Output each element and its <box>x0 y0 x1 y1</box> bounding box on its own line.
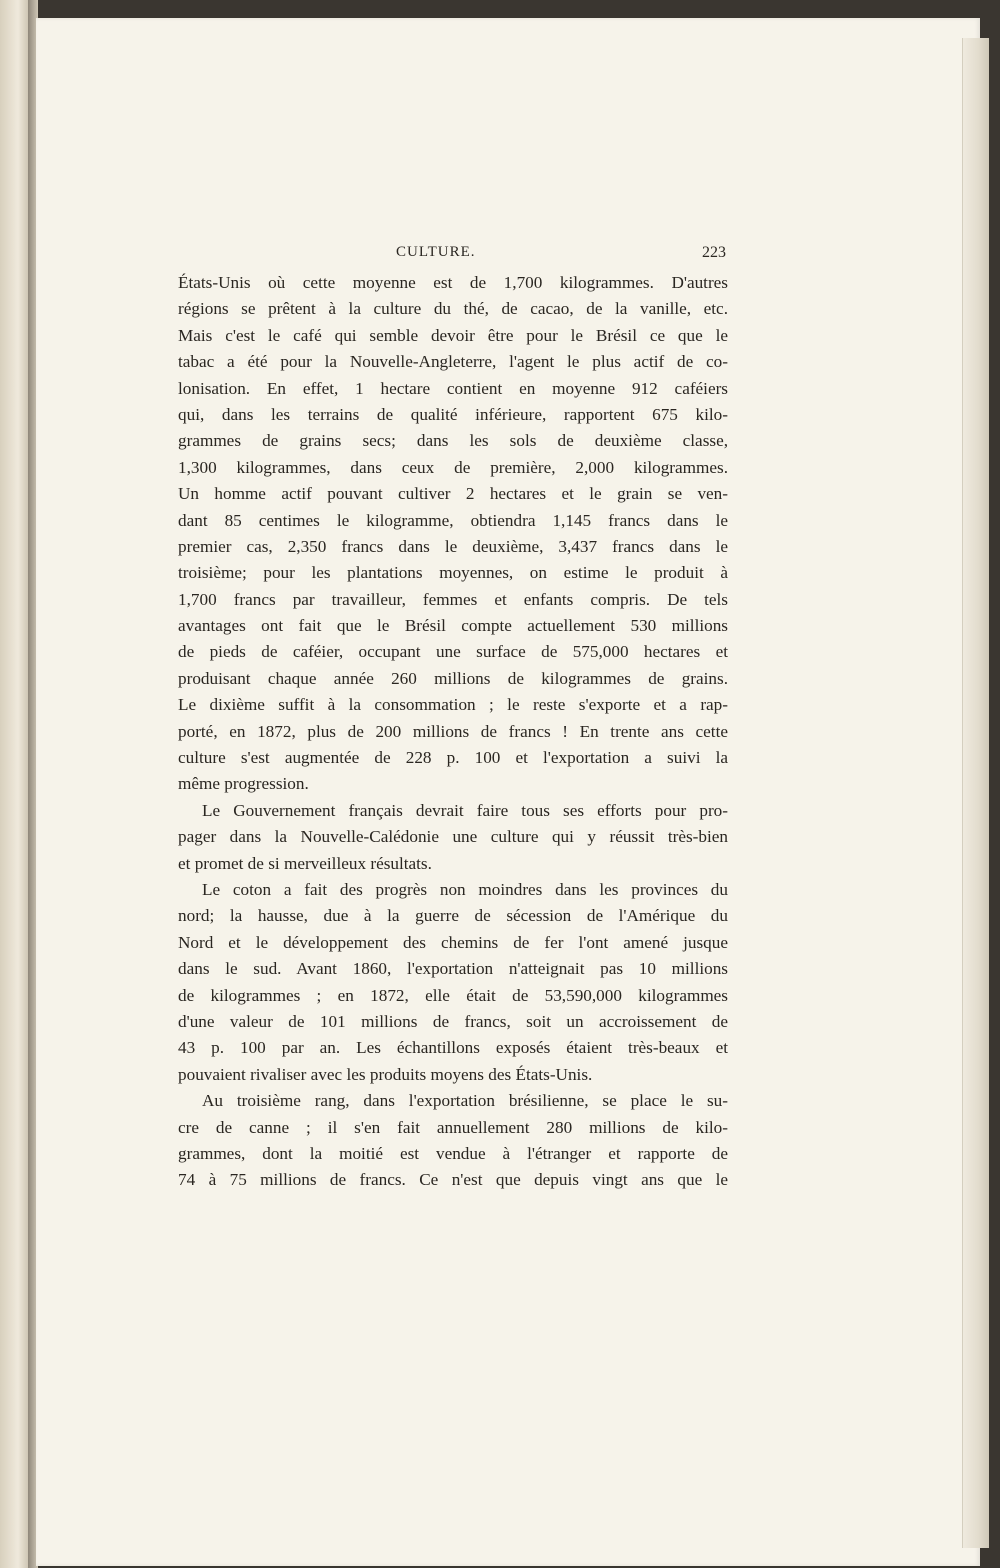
text-line: tabac a été pour la Nouvelle-Angleterre, l'agent le plus actif de co- <box>178 352 728 372</box>
text-line: 1,700 francs par travailleur, femmes et enfants compris. De tels <box>178 589 728 609</box>
left-page-edge <box>0 0 30 1568</box>
text-line: produisant chaque année 260 millions de kilogrammes de grains. <box>178 668 728 688</box>
text-line: nord; la hausse, due à la guerre de sécession de l'Amérique du <box>178 906 728 926</box>
right-page-edge <box>962 38 989 1548</box>
page-header <box>178 240 728 270</box>
text-line: Un homme actif pouvant cultiver 2 hectares et le grain se ven- <box>178 484 728 504</box>
text-line: qui, dans les terrains de qualité inférieure, rapportent 675 kilo- <box>178 404 728 424</box>
text-line: avantages ont fait que le Brésil compte actuellement 530 millions <box>178 616 728 636</box>
text-line: de pieds de caféier, occupant une surface de 575,000 hectares et <box>178 642 728 662</box>
text-line: dans le sud. Avant 1860, l'exportation n'atteignait pas 10 millions <box>178 959 728 979</box>
text-line: troisième; pour les plantations moyennes, on estime le produit à <box>178 563 728 583</box>
page-number: 223 <box>702 244 726 261</box>
text-line: dant 85 centimes le kilogramme, obtiendra 1,145 francs dans le <box>178 510 728 530</box>
text-line: cre de canne ; il s'en fait annuellement 280 millions de kilo- <box>178 1117 728 1137</box>
text-line: premier cas, 2,350 francs dans le deuxième, 3,437 francs dans le <box>178 536 728 556</box>
text-line: Mais c'est le café qui semble devoir être pour le Brésil ce que le <box>178 325 728 345</box>
text-line: pager dans la Nouvelle-Calédonie une culture qui y réussit très-bien <box>178 827 728 847</box>
text-line: Le coton a fait des progrès non moindres dans les provinces du <box>202 879 728 899</box>
text-line: pouvaient rivaliser avec les produits moyens des États-Unis. <box>178 1064 593 1084</box>
text-line: 74 à 75 millions de francs. Ce n'est que depuis vingt ans que le <box>178 1170 728 1190</box>
text-line: même progression. <box>178 774 309 794</box>
text-line: Le dixième suffit à la consommation ; le reste s'exporte et a rap- <box>178 695 728 715</box>
text-line: et promet de si merveilleux résultats. <box>178 853 432 873</box>
text-line: 43 p. 100 par an. Les échantillons exposés étaient très-beaux et <box>178 1038 728 1058</box>
text-line: de kilogrammes ; en 1872, elle était de 53,590,000 kilogrammes <box>178 985 728 1005</box>
text-line: Nord et le développement des chemins de fer l'ont amené jusque <box>178 932 728 952</box>
text-line: Au troisième rang, dans l'exportation brésilienne, se place le su- <box>202 1091 728 1111</box>
text-line: porté, en 1872, plus de 200 millions de francs ! En trente ans cette <box>178 721 728 741</box>
body-text <box>178 270 728 1194</box>
text-line: États-Unis où cette moyenne est de 1,700 kilogrammes. D'autres <box>178 273 728 292</box>
text-line: 1,300 kilogrammes, dans ceux de première, 2,000 kilogrammes. <box>178 457 728 477</box>
text-line: grammes, dont la moitié est vendue à l'étranger et rapporte de <box>178 1143 728 1163</box>
running-title: CULTURE. <box>396 244 476 260</box>
text-line: Le Gouvernement français devrait faire tous ses efforts pour pro- <box>202 800 728 820</box>
text-line: culture s'est augmentée de 228 p. 100 et l'exportation a suivi la <box>178 748 728 768</box>
text-line: régions se prêtent à la culture du thé, de cacao, de la vanille, etc. <box>178 299 728 319</box>
text-line: d'une valeur de 101 millions de francs, soit un accroissement de <box>178 1011 728 1031</box>
text-line: grammes de grains secs; dans les sols de deuxième classe, <box>178 431 728 451</box>
text-line: lonisation. En effet, 1 hectare contient en moyenne 912 caféiers <box>178 378 728 398</box>
